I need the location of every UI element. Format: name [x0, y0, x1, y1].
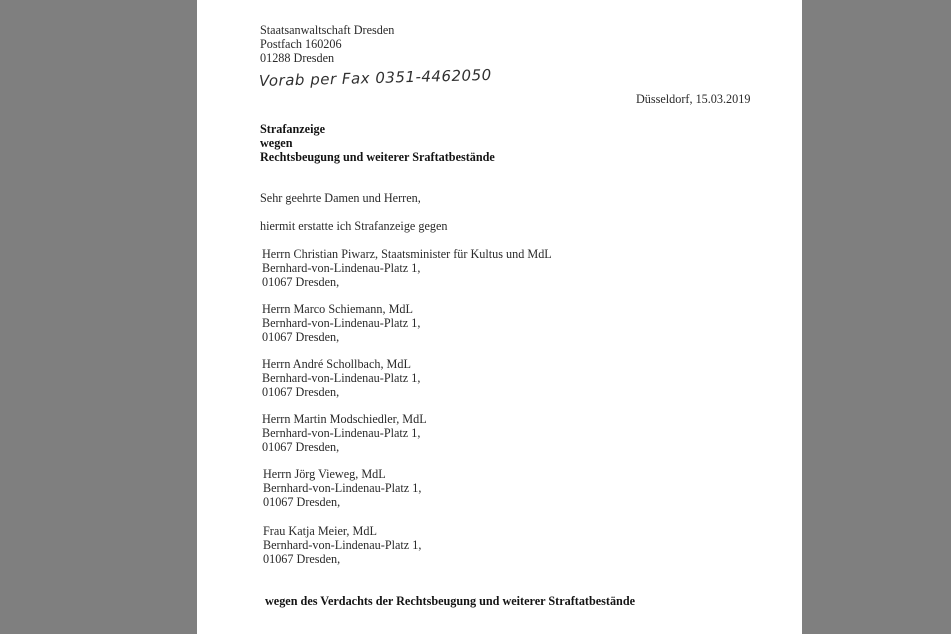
intro-text: hiermit erstatte ich Strafanzeige gegen — [260, 219, 448, 233]
accused-name: Frau Katja Meier, MdL — [263, 524, 377, 538]
accused-street: Bernhard-von-Lindenau-Platz 1, — [262, 426, 421, 440]
subject-line-2: wegen — [260, 136, 293, 150]
closing-reason: wegen des Verdachts der Rechtsbeugung und weiterer Straftatbestände — [265, 594, 636, 608]
accused-name: Herrn Marco Schiemann, MdL — [262, 302, 413, 316]
recipient-city: 01288 Dresden — [260, 51, 335, 65]
accused-street: Bernhard-von-Lindenau-Platz 1, — [263, 538, 422, 552]
accused-city: 01067 Dresden, — [262, 275, 340, 289]
accused-city: 01067 Dresden, — [262, 330, 340, 344]
accused-city: 01067 Dresden, — [262, 385, 340, 399]
accused-city: 01067 Dresden, — [263, 495, 341, 509]
accused-city: 01067 Dresden, — [262, 440, 340, 454]
recipient-name: Staatsanwaltschaft Dresden — [260, 23, 395, 37]
accused-entry-6 — [263, 524, 421, 566]
place-date: Düsseldorf, 15.03.2019 — [636, 92, 751, 106]
accused-name: Herrn Jörg Vieweg, MdL — [263, 467, 386, 481]
accused-street: Bernhard-von-Lindenau-Platz 1, — [262, 371, 421, 385]
accused-street: Bernhard-von-Lindenau-Platz 1, — [263, 481, 422, 495]
accused-entry-3 — [262, 357, 420, 399]
accused-name: Herrn Christian Piwarz, Staatsminister für Kultus und MdL — [262, 247, 552, 261]
handwritten-fax-note: Vorab per Fax 0351-4462050 — [258, 65, 492, 90]
accused-city: 01067 Dresden, — [263, 552, 341, 566]
accused-name: Herrn Martin Modschiedler, MdL — [262, 412, 427, 426]
subject-line-3: Rechtsbeugung und weiterer Sraftatbestände — [260, 150, 495, 164]
recipient-pobox: Postfach 160206 — [260, 37, 342, 51]
document-page — [197, 0, 802, 634]
accused-street: Bernhard-von-Lindenau-Platz 1, — [262, 261, 421, 275]
accused-entry-2 — [262, 302, 420, 344]
accused-entry-1 — [262, 247, 552, 289]
salutation: Sehr geehrte Damen und Herren, — [260, 191, 421, 205]
accused-street: Bernhard-von-Lindenau-Platz 1, — [262, 316, 421, 330]
accused-entry-5 — [263, 467, 421, 509]
accused-name: Herrn André Schollbach, MdL — [262, 357, 411, 371]
accused-entry-4 — [262, 412, 427, 454]
subject-line-1: Strafanzeige — [260, 122, 325, 136]
